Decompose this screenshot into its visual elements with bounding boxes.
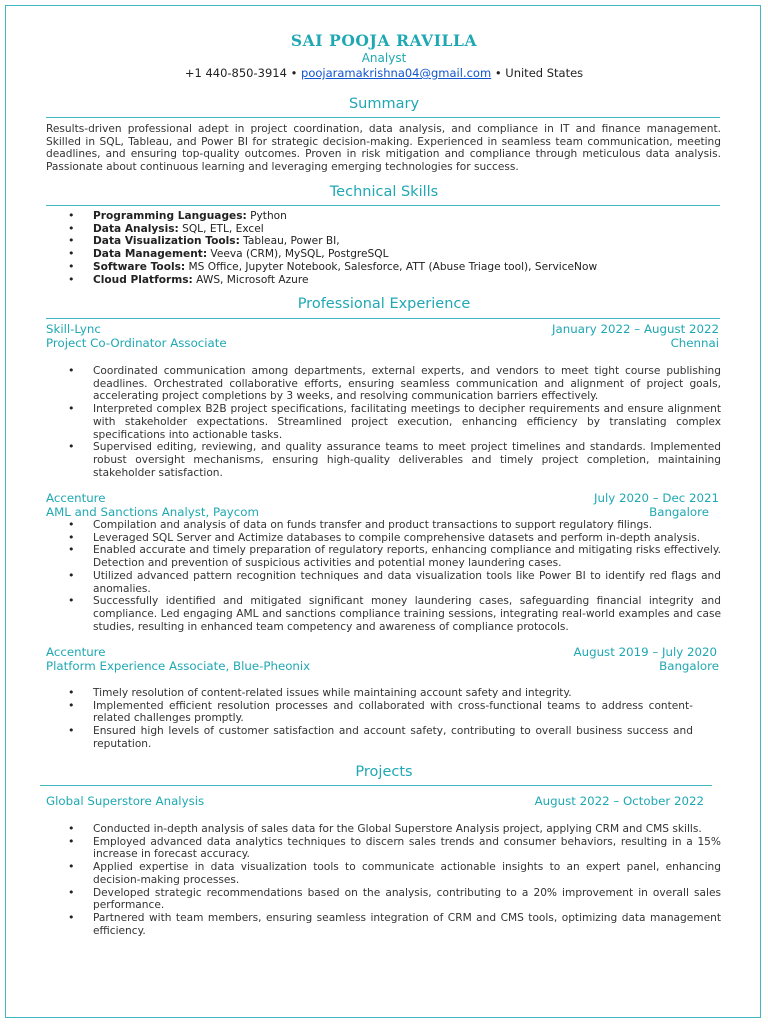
phone-number: +1 440-850-3914 — [184, 66, 287, 80]
job-location: Bangalore — [649, 505, 709, 519]
list-item: • Applied expertise in data visualization tools to communicate actionable insights to an expert panel, enhancing decision-making processes. — [68, 861, 721, 886]
job-company: Accenture — [46, 491, 106, 505]
separator: • — [290, 66, 298, 80]
separator: • — [494, 66, 502, 80]
project-dates: August 2022 – October 2022 — [534, 794, 704, 808]
section-divider — [46, 205, 720, 206]
list-item: • Developed strategic recommendations based on the analysis, contributing to a 20% improvement in overall sales performance. — [68, 887, 721, 912]
list-item: • Supervised editing, reviewing, and quality assurance teams to meet project timelines and standards. Implemented robust oversight mechanisms, ensuring high-quality deliverables and timely project completion, maintaining stakeholder satisfaction. — [68, 441, 721, 479]
project-bullets — [68, 823, 721, 937]
project-name: Global Superstore Analysis — [46, 794, 205, 808]
job-location: Bangalore — [659, 659, 719, 673]
list-item: • Partnered with team members, ensuring seamless integration of CRM and CMS tools, optimizing data management efficiency. — [68, 912, 721, 937]
job-title: Project Co-Ordinator Associate — [46, 336, 227, 350]
section-divider — [40, 785, 712, 786]
candidate-role: Analyst — [361, 51, 407, 65]
list-item: • Utilized advanced pattern recognition techniques and data visualization tools like Power BI to identify red flags and anomalies. — [68, 570, 721, 595]
email-link[interactable]: poojaramakrishna04@gmail.com — [301, 66, 492, 80]
skills-list — [68, 210, 718, 286]
job-bullets — [68, 519, 721, 633]
section-title-skills: Technical Skills — [329, 184, 439, 200]
skill-item: • Cloud Platforms: AWS, Microsoft Azure — [68, 274, 718, 287]
section-title-projects: Projects — [355, 764, 413, 780]
summary-text: Results-driven professional adept in project coordination, data analysis, and compliance in IT and finance management. Skilled in SQL, Tableau, and Power BI for strategic decision-making. Experienced in seamless team communication, meeting deadlines, and ensuring top-quality outcomes. Proven in risk mitigation and compliance through meticulous data analysis. Passionate about continuous learning and leveraging emerging technologies for success. — [46, 123, 721, 174]
job-company: Accenture — [46, 645, 106, 659]
job-dates: January 2022 – August 2022 — [552, 322, 719, 336]
skill-item: • Data Management: Veeva (CRM), MySQL, PostgreSQL — [68, 248, 718, 261]
section-divider — [46, 318, 720, 319]
job-dates: July 2020 – Dec 2021 — [594, 491, 719, 505]
section-title-experience: Professional Experience — [297, 296, 471, 312]
skill-item: • Programming Languages: Python — [68, 210, 718, 223]
skill-item: • Data Analysis: SQL, ETL, Excel — [68, 223, 718, 236]
skill-item: • Software Tools: MS Office, Jupyter Notebook, Salesforce, ATT (Abuse Triage tool), ServiceNow — [68, 261, 718, 274]
job-title: AML and Sanctions Analyst, Paycom — [46, 505, 259, 519]
list-item: • Ensured high levels of customer satisfaction and account safety, contributing to overall business success and reputation. — [68, 725, 693, 750]
contact-line — [0, 66, 768, 80]
job-title: Platform Experience Associate, Blue-Pheonix — [46, 659, 311, 673]
list-item: • Coordinated communication among departments, external experts, and vendors to meet tight course publishing deadlines. Orchestrated collaborative efforts, ensuring seamless communication and alignment of project goals, accelerating project completions by 3 weeks, and resolving communication barriers effectively. — [68, 365, 721, 403]
candidate-name: SAI POOJA RAVILLA — [290, 31, 478, 50]
job-company: Skill-Lync — [46, 322, 101, 336]
list-item: • Employed advanced data analytics techniques to discern sales trends and consumer behaviors, resulting in a 15% increase in forecast accuracy. — [68, 836, 721, 861]
job-bullets — [68, 365, 721, 479]
skill-item: • Data Visualization Tools: Tableau, Power BI, — [68, 235, 718, 248]
job-dates: August 2019 – July 2020 — [573, 645, 717, 659]
section-title-summary: Summary — [348, 96, 420, 112]
job-bullets — [68, 687, 693, 751]
list-item: • Implemented efficient resolution processes and collaborated with cross-functional teams to address content-related challenges promptly. — [68, 700, 693, 725]
list-item: • Interpreted complex B2B project specifications, facilitating meetings to decipher requirements and ensure alignment with stakeholder expectations. Streamlined project execution, enhancing efficiency by translating complex specifications into actionable tasks. — [68, 403, 721, 441]
section-divider — [46, 117, 720, 118]
list-item: • Compilation and analysis of data on funds transfer and product transactions to support regulatory filings. — [68, 519, 721, 532]
list-item: • Enabled accurate and timely preparation of regulatory reports, enhancing compliance and mitigating risks effectively. Detection and prevention of suspicious activities and potential money laundering cases. — [68, 544, 721, 569]
location: United States — [505, 66, 584, 80]
list-item: • Leveraged SQL Server and Actimize databases to compile comprehensive datasets and perform in-depth analysis. — [68, 532, 721, 545]
list-item: • Conducted in-depth analysis of sales data for the Global Superstore Analysis project, applying CRM and CMS skills. — [68, 823, 721, 836]
list-item: • Successfully identified and mitigated significant money laundering cases, safeguarding financial integrity and compliance. Led engaging AML and sanctions compliance training sessions, integrating real-world examples and case studies, resulting in enhanced team competency and awareness of compliance protocols. — [68, 595, 721, 633]
list-item: • Timely resolution of content-related issues while maintaining account safety and integrity. — [68, 687, 693, 700]
job-location: Chennai — [670, 336, 719, 350]
